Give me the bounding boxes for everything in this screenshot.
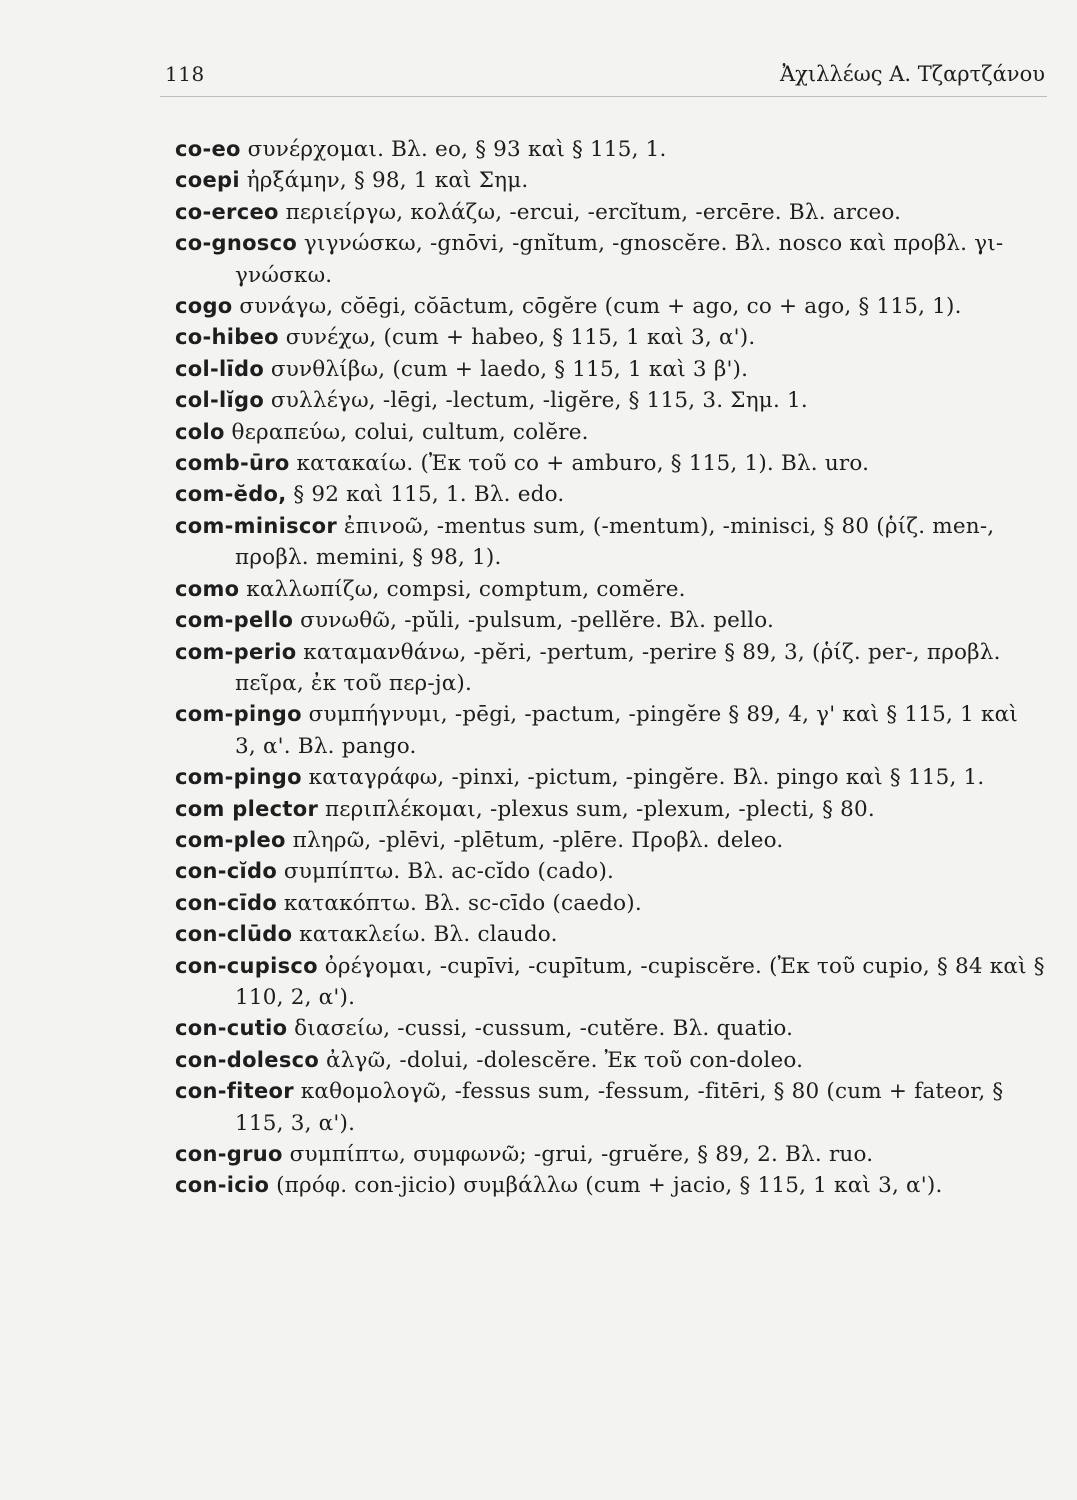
- headword: con-cutio: [175, 1016, 288, 1041]
- definition: κατακλείω. Βλ. claudo.: [299, 922, 558, 948]
- entry-list: [175, 134, 1045, 1202]
- headword: com-pello: [175, 608, 294, 633]
- list-item: [175, 919, 1045, 950]
- list-item: [175, 951, 1045, 1014]
- definition: ἠρξάμην, § 98, 1 καὶ Σημ.: [246, 168, 529, 194]
- list-item: [175, 1045, 1045, 1076]
- list-item: [175, 197, 1045, 228]
- list-item: [175, 888, 1045, 919]
- list-item: [175, 699, 1045, 762]
- headword: con-gruo: [175, 1142, 283, 1166]
- list-item: [175, 448, 1045, 479]
- headword: co-erceo: [175, 199, 279, 224]
- definition: συνθλίβω, (cum + laedo, § 115, 1 καὶ 3 β').: [270, 356, 749, 382]
- list-item: [175, 291, 1045, 322]
- headword: co-gnosco: [175, 231, 298, 256]
- headword: con-clūdo: [175, 922, 293, 947]
- list-item: [175, 574, 1045, 605]
- headword: cogo: [175, 294, 233, 319]
- definition: συμπίπτω. Βλ. ac-cĭdo (cado).: [283, 859, 615, 885]
- list-item: [175, 417, 1045, 448]
- headword: com-pleo: [175, 827, 286, 852]
- list-item: [175, 825, 1045, 856]
- list-item: [175, 228, 1045, 291]
- headword: colo: [175, 419, 225, 444]
- headword: con-cīdo: [175, 890, 278, 915]
- definition: θεραπεύω, colui, cultum, colĕre.: [231, 419, 589, 445]
- definition: κατακαίω. (Ἐκ τοῦ co + amburo, § 115, 1). Βλ. uro.: [296, 451, 870, 477]
- definition: § 92 καὶ 115, 1. Βλ. edo.: [293, 482, 565, 508]
- list-item: [175, 1076, 1045, 1139]
- headword: con-icio: [175, 1173, 270, 1198]
- list-item: [175, 856, 1045, 887]
- definition: διασείω, -cussi, -cussum, -cutĕre. Βλ. quatio.: [294, 1016, 794, 1042]
- page-number: 118: [165, 62, 205, 86]
- headword: comb-ūro: [175, 451, 290, 476]
- list-item: [175, 1139, 1045, 1170]
- list-item: [175, 134, 1045, 165]
- definition: καλλωπίζω, compsi, comptum, comĕre.: [246, 576, 686, 602]
- list-item: [175, 165, 1045, 196]
- definition: ἐπινοῶ, -mentus sum, (-mentum), -minisci, § 80 (ῥίζ. men-, προβλ. memini, § 98, 1).: [235, 513, 995, 571]
- headword: con-cupisco: [175, 953, 318, 978]
- definition: συνωθῶ, -pŭli, -pulsum, -pellĕre. Βλ. pello.: [300, 608, 775, 634]
- list-item: [175, 511, 1045, 574]
- headword: com-pingo: [175, 702, 302, 727]
- definition: καθομολογῶ, -fessus sum, -fessum, -fitēri, § 80 (cum + fateor, § 115, 3, α').: [235, 1079, 1004, 1136]
- definition: γιγνώσκω, -gnōvi, -gnĭtum, -gnoscĕre. Βλ. nosco καὶ προβλ. γι-γνώσκω.: [235, 231, 1004, 288]
- definition: περιείργω, κολάζω, -ercui, -ercĭtum, -ercēre. Βλ. arceo.: [285, 199, 902, 225]
- definition: καταγράφω, -pinxi, -pictum, -pingĕre. Βλ. pingo καὶ § 115, 1.: [308, 765, 985, 791]
- list-item: [175, 762, 1045, 793]
- list-item: [175, 385, 1045, 416]
- list-item: [175, 1170, 1045, 1201]
- headword: con-dolesco: [175, 1047, 320, 1072]
- headword: como: [175, 576, 240, 601]
- definition: συλλέγω, -lēgi, -lectum, -ligĕre, § 115, 3. Σημ. 1.: [270, 388, 808, 414]
- page-header: [165, 62, 1045, 94]
- definition: ὀρέγομαι, -cupīvi, -cupītum, -cupiscĕre. (Ἐκ τοῦ cupio, § 84 καὶ § 110, 2, α').: [235, 953, 1045, 1010]
- headword: con-cĭdo: [175, 859, 278, 884]
- definition: ἀλγῶ, -dolui, -dolescĕre. Ἐκ τοῦ con-doleo.: [325, 1047, 804, 1073]
- list-item: [175, 605, 1045, 636]
- definition: περιπλέκομαι, -plexus sum, -plexum, -plecti, § 80.: [324, 796, 875, 822]
- definition: (πρόφ. con-jicio) συμβάλλω (cum + jacio, § 115, 1 καὶ 3, α').: [276, 1173, 943, 1199]
- headword: com-ĕdo,: [175, 482, 287, 507]
- headword: co-hibeo: [175, 325, 279, 350]
- definition: συνέρχομαι. Βλ. eo, § 93 καὶ § 115, 1.: [247, 137, 667, 162]
- header-rule: [160, 96, 1047, 97]
- definition: συμπίπτω, συμφωνῶ; -grui, -gruĕre, § 89, 2. Βλ. ruo.: [289, 1142, 874, 1167]
- definition: συνέχω, (cum + habeo, § 115, 1 καὶ 3, α').: [285, 325, 756, 351]
- list-item: [175, 322, 1045, 353]
- headword: col-līdo: [175, 356, 265, 381]
- headword: com-pingo: [175, 765, 302, 790]
- list-item: [175, 794, 1045, 825]
- definition: πληρῶ, -plēvi, -plētum, -plēre. Προβλ. deleo.: [292, 827, 784, 853]
- list-item: [175, 354, 1045, 385]
- list-item: [175, 479, 1045, 510]
- definition: καταμανθάνω, -pĕri, -pertum, -perire § 89, 3, (ῥίζ. per-, προβλ. πεῖρα, ἐκ τοῦ περ-jα).: [235, 639, 1001, 696]
- headword: col-lĭgo: [175, 388, 265, 413]
- definition: συνάγω, cŏēgi, cŏāctum, cōgĕre (cum + ago, co + ago, § 115, 1).: [239, 294, 962, 320]
- headword: com-miniscor: [175, 513, 338, 538]
- running-head: Ἀχιλλέως Α. Τζαρτζάνου: [780, 62, 1045, 86]
- headword: com plector: [175, 796, 319, 821]
- headword: co-eo: [175, 137, 241, 161]
- definition: συμπήγνυμι, -pēgi, -pactum, -pingĕre § 89, 4, γ' καὶ § 115, 1 καὶ 3, α'. Βλ. pango.: [235, 702, 1018, 759]
- list-item: [175, 637, 1045, 700]
- definition: κατακόπτω. Βλ. sc-cīdo (caedo).: [283, 890, 642, 916]
- headword: com-perio: [175, 639, 297, 664]
- headword: con-fiteor: [175, 1079, 294, 1104]
- headword: coepi: [175, 168, 240, 193]
- list-item: [175, 1013, 1045, 1044]
